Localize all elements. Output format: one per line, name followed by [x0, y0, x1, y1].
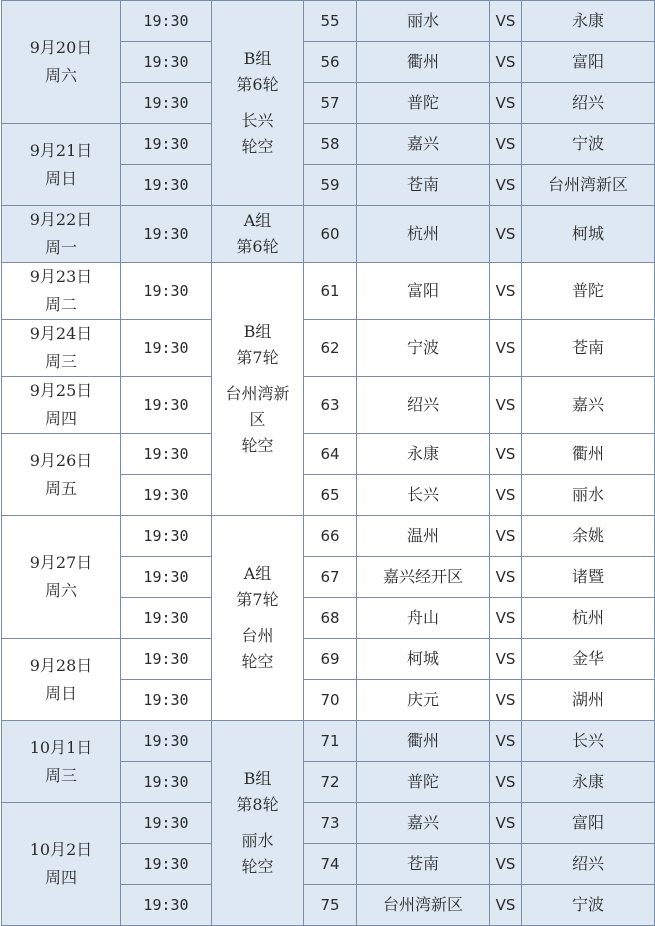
vs-label: VS	[490, 377, 522, 434]
match-date: 9月22日	[29, 210, 93, 229]
match-date: 10月2日	[29, 840, 93, 859]
round-info-line: 台州	[241, 626, 274, 645]
vs-label: VS	[490, 885, 522, 926]
match-weekday: 周六	[44, 66, 77, 85]
schedule-body	[2, 1, 655, 926]
match-number: 72	[304, 762, 357, 803]
round-info-line: 台州湾新	[225, 384, 290, 403]
round-info-line: 丽水	[241, 831, 274, 850]
match-time: 19:30	[121, 377, 212, 434]
round-info-line: B组	[243, 49, 272, 68]
round-info-line: 轮空	[241, 137, 274, 156]
match-time: 19:30	[121, 124, 212, 165]
vs-label: VS	[490, 475, 522, 516]
away-team: 金华	[522, 639, 655, 680]
match-date: 9月27日	[29, 553, 93, 572]
home-team: 衢州	[357, 721, 490, 762]
away-team: 宁波	[522, 124, 655, 165]
home-team: 普陀	[357, 83, 490, 124]
match-date: 9月20日	[29, 38, 93, 57]
date-cell	[2, 639, 121, 721]
round-info-line: 轮空	[241, 857, 274, 876]
away-team: 台州湾新区	[522, 165, 655, 206]
vs-label: VS	[490, 639, 522, 680]
away-team: 绍兴	[522, 83, 655, 124]
round-info-line: B组	[243, 769, 272, 788]
match-number: 74	[304, 844, 357, 885]
match-weekday: 周四	[44, 409, 77, 428]
home-team: 丽水	[357, 1, 490, 42]
round-info-line: 第7轮	[236, 348, 279, 367]
round-info-line: 第6轮	[236, 75, 279, 94]
vs-label: VS	[490, 206, 522, 263]
vs-label: VS	[490, 263, 522, 320]
vs-label: VS	[490, 680, 522, 721]
match-number: 56	[304, 42, 357, 83]
round-cell	[212, 721, 304, 926]
round-info-line: 第7轮	[236, 590, 279, 609]
round-info-line: 轮空	[241, 652, 274, 671]
match-weekday: 周三	[44, 765, 77, 785]
away-team: 绍兴	[522, 844, 655, 885]
date-cell	[2, 377, 121, 434]
match-date: 9月24日	[29, 324, 93, 343]
match-weekday: 周五	[44, 478, 77, 498]
home-team: 嘉兴	[357, 803, 490, 844]
table-row	[2, 124, 655, 165]
match-time: 19:30	[121, 557, 212, 598]
vs-label: VS	[490, 557, 522, 598]
date-cell	[2, 206, 121, 263]
match-time: 19:30	[121, 885, 212, 926]
home-team: 柯城	[357, 639, 490, 680]
date-cell	[2, 803, 121, 926]
match-time: 19:30	[121, 434, 212, 475]
match-time: 19:30	[121, 680, 212, 721]
away-team: 苍南	[522, 320, 655, 377]
home-team: 庆元	[357, 680, 490, 721]
away-team: 富阳	[522, 803, 655, 844]
match-time: 19:30	[121, 1, 212, 42]
away-team: 杭州	[522, 598, 655, 639]
home-team: 永康	[357, 434, 490, 475]
match-weekday: 周三	[44, 352, 77, 371]
match-number: 70	[304, 680, 357, 721]
match-number: 73	[304, 803, 357, 844]
round-info-line: 长兴	[241, 111, 274, 130]
match-number: 55	[304, 1, 357, 42]
round-cell	[212, 1, 304, 206]
vs-label: VS	[490, 803, 522, 844]
match-number: 69	[304, 639, 357, 680]
match-time: 19:30	[121, 639, 212, 680]
match-date: 9月28日	[29, 655, 93, 675]
round-cell	[212, 206, 304, 263]
away-team: 长兴	[522, 721, 655, 762]
table-row	[2, 377, 655, 434]
away-team: 诸暨	[522, 557, 655, 598]
round-cell	[212, 263, 304, 516]
vs-label: VS	[490, 434, 522, 475]
match-date: 10月1日	[29, 737, 93, 757]
home-team: 普陀	[357, 762, 490, 803]
table-row	[2, 721, 655, 762]
table-row	[2, 639, 655, 680]
match-number: 63	[304, 377, 357, 434]
match-time: 19:30	[121, 721, 212, 762]
match-date: 9月25日	[29, 381, 93, 400]
date-cell	[2, 721, 121, 803]
match-time: 19:30	[121, 42, 212, 83]
home-team: 舟山	[357, 598, 490, 639]
vs-label: VS	[490, 844, 522, 885]
table-row	[2, 320, 655, 377]
date-cell	[2, 1, 121, 124]
match-time: 19:30	[121, 206, 212, 263]
table-row	[2, 803, 655, 844]
round-info-line: A组	[243, 211, 272, 230]
match-time: 19:30	[121, 83, 212, 124]
vs-label: VS	[490, 83, 522, 124]
match-number: 67	[304, 557, 357, 598]
away-team: 余姚	[522, 516, 655, 557]
schedule-table	[1, 0, 655, 926]
round-info-line	[212, 371, 303, 381]
match-time: 19:30	[121, 598, 212, 639]
match-weekday: 周日	[44, 683, 77, 703]
round-info-line: 第8轮	[236, 795, 279, 814]
home-team: 温州	[357, 516, 490, 557]
home-team: 嘉兴经开区	[357, 557, 490, 598]
round-info-line	[212, 613, 303, 623]
home-team: 嘉兴	[357, 124, 490, 165]
vs-label: VS	[490, 598, 522, 639]
away-team: 宁波	[522, 885, 655, 926]
match-time: 19:30	[121, 165, 212, 206]
match-number: 64	[304, 434, 357, 475]
date-cell	[2, 263, 121, 320]
date-cell	[2, 434, 121, 516]
vs-label: VS	[490, 165, 522, 206]
away-team: 嘉兴	[522, 377, 655, 434]
vs-label: VS	[490, 320, 522, 377]
match-weekday: 周日	[44, 168, 77, 188]
match-number: 61	[304, 263, 357, 320]
away-team: 富阳	[522, 42, 655, 83]
match-weekday: 周四	[44, 868, 77, 887]
vs-label: VS	[490, 721, 522, 762]
round-info-line: B组	[243, 322, 272, 341]
date-cell	[2, 124, 121, 206]
match-weekday: 周六	[44, 581, 77, 600]
table-row	[2, 206, 655, 263]
match-date: 9月21日	[29, 140, 93, 160]
round-info-line: 第6轮	[236, 237, 279, 256]
match-date: 9月26日	[29, 450, 93, 470]
match-time: 19:30	[121, 263, 212, 320]
away-team: 永康	[522, 762, 655, 803]
away-team: 永康	[522, 1, 655, 42]
round-info-line	[212, 818, 303, 828]
home-team: 台州湾新区	[357, 885, 490, 926]
away-team: 柯城	[522, 206, 655, 263]
match-time: 19:30	[121, 762, 212, 803]
home-team: 苍南	[357, 844, 490, 885]
table-row	[2, 434, 655, 475]
match-number: 66	[304, 516, 357, 557]
match-time: 19:30	[121, 803, 212, 844]
match-weekday: 周一	[44, 238, 77, 257]
away-team: 衢州	[522, 434, 655, 475]
match-number: 71	[304, 721, 357, 762]
round-info-line: A组	[243, 564, 272, 583]
home-team: 长兴	[357, 475, 490, 516]
match-date: 9月23日	[29, 267, 93, 286]
match-number: 60	[304, 206, 357, 263]
vs-label: VS	[490, 42, 522, 83]
match-number: 68	[304, 598, 357, 639]
away-team: 湖州	[522, 680, 655, 721]
match-time: 19:30	[121, 516, 212, 557]
date-cell	[2, 320, 121, 377]
home-team: 绍兴	[357, 377, 490, 434]
match-weekday: 周二	[44, 295, 77, 314]
home-team: 衢州	[357, 42, 490, 83]
match-time: 19:30	[121, 320, 212, 377]
match-time: 19:30	[121, 844, 212, 885]
home-team: 富阳	[357, 263, 490, 320]
match-time: 19:30	[121, 475, 212, 516]
round-cell	[212, 516, 304, 721]
vs-label: VS	[490, 516, 522, 557]
away-team: 丽水	[522, 475, 655, 516]
match-number: 65	[304, 475, 357, 516]
home-team: 苍南	[357, 165, 490, 206]
away-team: 普陀	[522, 263, 655, 320]
round-info-line: 轮空	[241, 436, 274, 455]
match-number: 58	[304, 124, 357, 165]
vs-label: VS	[490, 1, 522, 42]
vs-label: VS	[490, 762, 522, 803]
round-info-line	[212, 98, 303, 108]
home-team: 杭州	[357, 206, 490, 263]
table-row	[2, 516, 655, 557]
table-row	[2, 263, 655, 320]
vs-label: VS	[490, 124, 522, 165]
date-cell	[2, 516, 121, 639]
match-number: 75	[304, 885, 357, 926]
match-number: 62	[304, 320, 357, 377]
match-number: 59	[304, 165, 357, 206]
home-team: 宁波	[357, 320, 490, 377]
match-number: 57	[304, 83, 357, 124]
table-row	[2, 1, 655, 42]
round-info-line: 区	[249, 410, 266, 429]
